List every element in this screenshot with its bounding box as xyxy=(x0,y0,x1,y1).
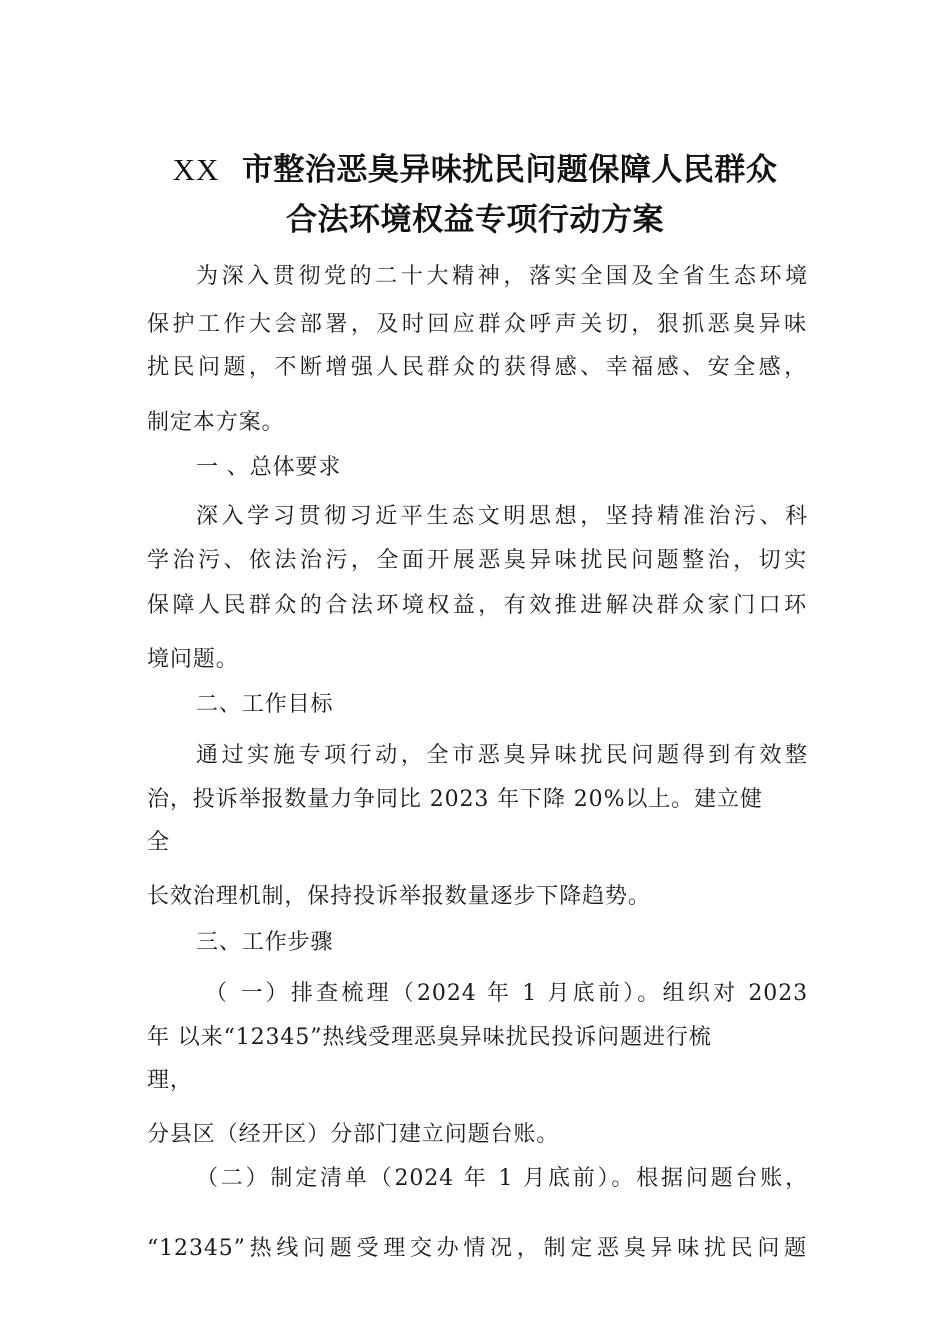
title-line-1-text: 市整治恶臭异味扰民问题保障人民群众 xyxy=(241,152,778,188)
document-title-line-2: 合法环境权益专项行动方案 xyxy=(286,202,664,238)
paragraph-line: 为深入贯彻党的二十大精神，落实全国及全省生态环境 xyxy=(196,264,808,289)
title-city-placeholder: XX xyxy=(172,152,220,187)
section-heading: 二、工作目标 xyxy=(196,692,334,717)
section-heading: 一 、总体要求 xyxy=(196,455,342,480)
paragraph-line: 治，投诉举报数量力争同比 2023 年下降 20%以上。建立健 xyxy=(147,787,763,812)
paragraph-line: “12345”热线问题受理交办情况，制定恶臭异味扰民问题 xyxy=(147,1236,807,1261)
paragraph-line: 长效治理机制，保持投诉举报数量逐步下降趋势。 xyxy=(147,884,651,909)
paragraph-line: 分县区（经开区）分部门建立问题台账。 xyxy=(147,1122,560,1147)
paragraph-line: （ 一）排查梳理（2024 年 1 月底前）。组织对 2023 xyxy=(205,981,808,1006)
paragraph-line: 全 xyxy=(147,830,170,855)
paragraph-line: 学治污、依法治污，全面开展恶臭异味扰民问题整治，切实 xyxy=(147,548,807,573)
paragraph-line: 扰民问题，不断增强人民群众的获得感、幸福感、安全感， xyxy=(147,355,807,380)
paragraph-line: 通过实施专项行动，全市恶臭异味扰民问题得到有效整 xyxy=(196,743,808,768)
paragraph-line: 深入学习贯彻习近平生态文明思想，坚持精准治污、科 xyxy=(196,504,808,529)
paragraph-line: 保护工作大会部署，及时回应群众呼声关切，狠抓恶臭异味 xyxy=(147,312,807,337)
paragraph-line: 境问题。 xyxy=(147,647,239,672)
paragraph-line: 保障人民群众的合法环境权益，有效推进解决群众家门口环 xyxy=(147,593,807,618)
paragraph-line: （二）制定清单（2024 年 1 月底前）。根据问题台账， xyxy=(196,1166,808,1191)
document-title-line-1 xyxy=(0,144,950,189)
paragraph-line: 年 以来“12345”热线受理恶臭异味扰民投诉问题进行梳 xyxy=(147,1025,712,1050)
paragraph-line: 制定本方案。 xyxy=(147,410,285,435)
paragraph-line: 理， xyxy=(147,1068,193,1093)
section-heading: 三、工作步骤 xyxy=(196,930,334,955)
